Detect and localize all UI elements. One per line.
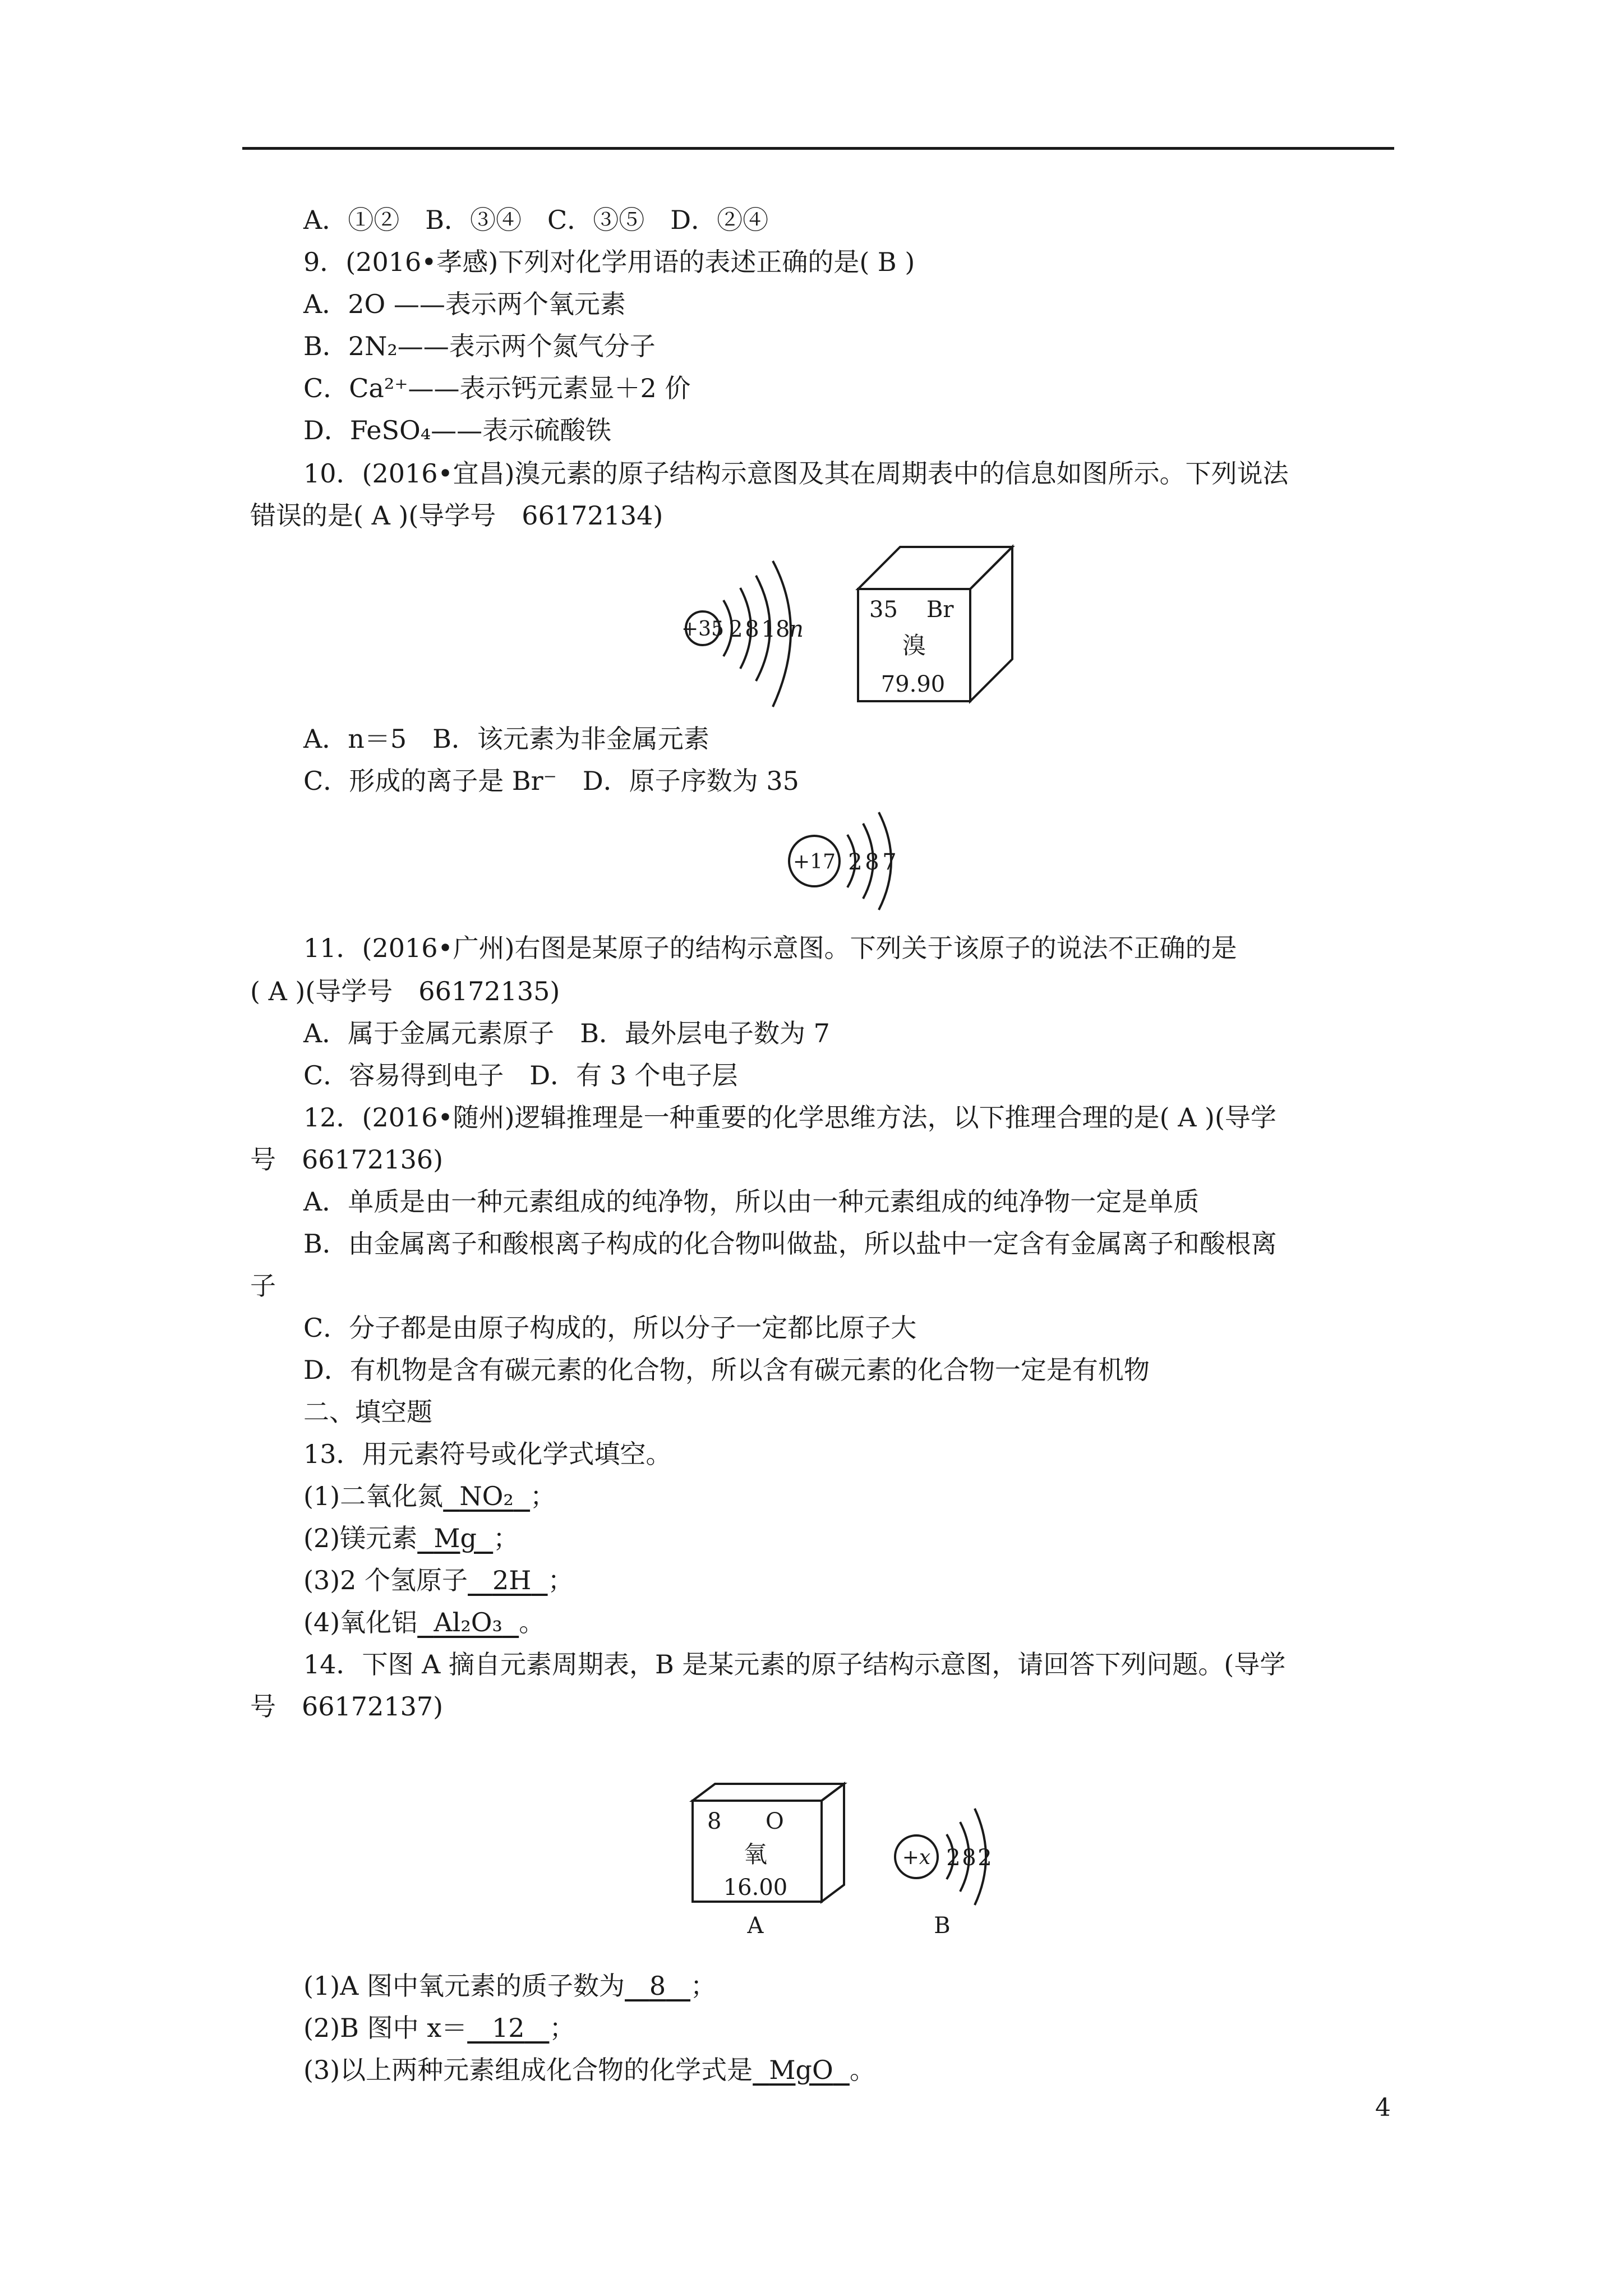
q10-options-ab: A．n＝5 B．该元素为非金属元素	[303, 724, 709, 754]
q9-option-d: D．FeSO₄——表示硫酸铁	[303, 415, 612, 445]
bromine-atom-diagram	[681, 561, 830, 729]
q13-stem: 13．用元素符号或化学式填空。	[303, 1439, 672, 1469]
q11-stem: 11．(2016•广州)右图是某原子的结构示意图。下列关于该原子的说法不正确的是	[303, 933, 1237, 963]
q10-stem: 10．(2016•宜昌)溴元素的原子结构示意图及其在周期表中的信息如图所示。下列说法	[303, 458, 1289, 489]
q10-stem-cont: 错误的是( A )(导学号 66172134)	[250, 500, 663, 531]
q12-option-b: B．由金属离子和酸根离子构成的化合物叫做盐，所以盐中一定含有金属离子和酸根离	[303, 1228, 1277, 1259]
element-symbol: O	[766, 1809, 784, 1834]
answer-blank: NO₂	[459, 1481, 514, 1511]
atomic-mass: 16.00	[723, 1875, 788, 1901]
q8-options: A．①② B．③④ C．③⑤ D．②④	[303, 205, 769, 235]
q14-item-1: (1)A 图中氧元素的质子数为 8 ；	[303, 1971, 717, 2001]
q12-option-b-cont: 子	[250, 1271, 276, 1301]
figure-caption-b: B	[934, 1913, 951, 1939]
q11-options-ab: A．属于金属元素原子 B．最外层电子数为 7	[303, 1018, 830, 1048]
shell-1-count: 2	[848, 849, 863, 875]
element-symbol: Br	[926, 597, 954, 623]
atomic-mass: 79.90	[880, 671, 946, 697]
q14-stem: 14．下图 A 摘自元素周期表，B 是某元素的原子结构示意图，请回答下列问题。(导学	[303, 1649, 1286, 1680]
chlorine-atom-diagram	[788, 808, 911, 914]
q14-item-2: (2)B 图中 x＝ 12 ；	[303, 2013, 575, 2043]
nucleus-charge: +17	[793, 850, 836, 873]
answer-blank: MgO	[769, 2055, 833, 2085]
atomic-number: 35	[869, 597, 898, 623]
q14-stem-cont: 号 66172137)	[250, 1691, 444, 1722]
q12-stem: 12．(2016•随州)逻辑推理是一种重要的化学思维方法，以下推理合理的是( A )(导学	[303, 1102, 1276, 1133]
page-number: 4	[1375, 2093, 1391, 2122]
figure-caption-a: A	[747, 1913, 764, 1939]
q13-item-2: (2)镁元素 Mg ；	[303, 1523, 519, 1553]
q10-options-cd: C．形成的离子是 Br⁻ D．原子序数为 35	[303, 766, 799, 796]
atom-b-diagram	[893, 1801, 1005, 1939]
element-name: 氧	[743, 1841, 768, 1868]
q9-stem: 9．(2016•孝感)下列对化学用语的表述正确的是( B )	[303, 247, 915, 277]
shell-3-count: 2	[978, 1845, 992, 1871]
shell-3-count: 7	[882, 849, 897, 875]
answer-blank: 12	[492, 2013, 525, 2043]
shell-3-count: 18	[761, 616, 790, 642]
q11-stem-cont: ( A )(导学号 66172135)	[250, 976, 560, 1006]
q13-item-1: (1)二氧化氮 NO₂ ；	[303, 1481, 556, 1511]
q13-item-4: (4)氧化铝 Al₂O₃ 。	[303, 1607, 545, 1637]
q13-item-3: (3)2 个氢原子 2H ；	[303, 1565, 574, 1595]
q12-option-a: A．单质是由一种元素组成的纯净物，所以由一种元素组成的纯净物一定是单质	[303, 1186, 1200, 1217]
header-rule	[242, 147, 1394, 150]
q9-option-b: B．2N₂——表示两个氮气分子	[303, 331, 656, 361]
bromine-element-cell	[852, 541, 1021, 710]
shell-2-count: 8	[865, 849, 879, 875]
nucleus-charge: +x	[902, 1846, 931, 1869]
q11-options-cd: C．容易得到电子 D．有 3 个电子层	[303, 1060, 738, 1091]
answer-blank: 8	[649, 1971, 666, 2001]
section-heading: 二、填空题	[303, 1397, 432, 1427]
oxygen-element-cell	[687, 1778, 855, 1947]
shell-4-count: n	[789, 616, 804, 642]
shell-1-count: 2	[728, 616, 743, 642]
shell-2-count: 8	[745, 616, 759, 642]
q9-option-a: A．2O ——表示两个氧元素	[303, 289, 626, 319]
nucleus-charge: +35	[681, 618, 724, 641]
q12-option-c: C．分子都是由原子构成的，所以分子一定都比原子大	[303, 1313, 917, 1343]
q14-item-3: (3)以上两种元素组成化合物的化学式是 MgO 。	[303, 2055, 875, 2085]
q12-option-d: D．有机物是含有碳元素的化合物，所以含有碳元素的化合物一定是有机物	[303, 1355, 1150, 1385]
q9-option-c: C．Ca²⁺——表示钙元素显＋2 价	[303, 373, 691, 403]
shell-2-count: 8	[962, 1845, 976, 1871]
answer-blank: Al₂O₃	[434, 1607, 502, 1637]
shell-1-count: 2	[946, 1845, 961, 1871]
element-name: 溴	[902, 632, 926, 659]
atomic-number: 8	[707, 1809, 722, 1834]
answer-blank: Mg	[434, 1523, 477, 1553]
answer-blank: 2H	[492, 1565, 532, 1595]
q12-stem-cont: 号 66172136)	[250, 1144, 444, 1175]
